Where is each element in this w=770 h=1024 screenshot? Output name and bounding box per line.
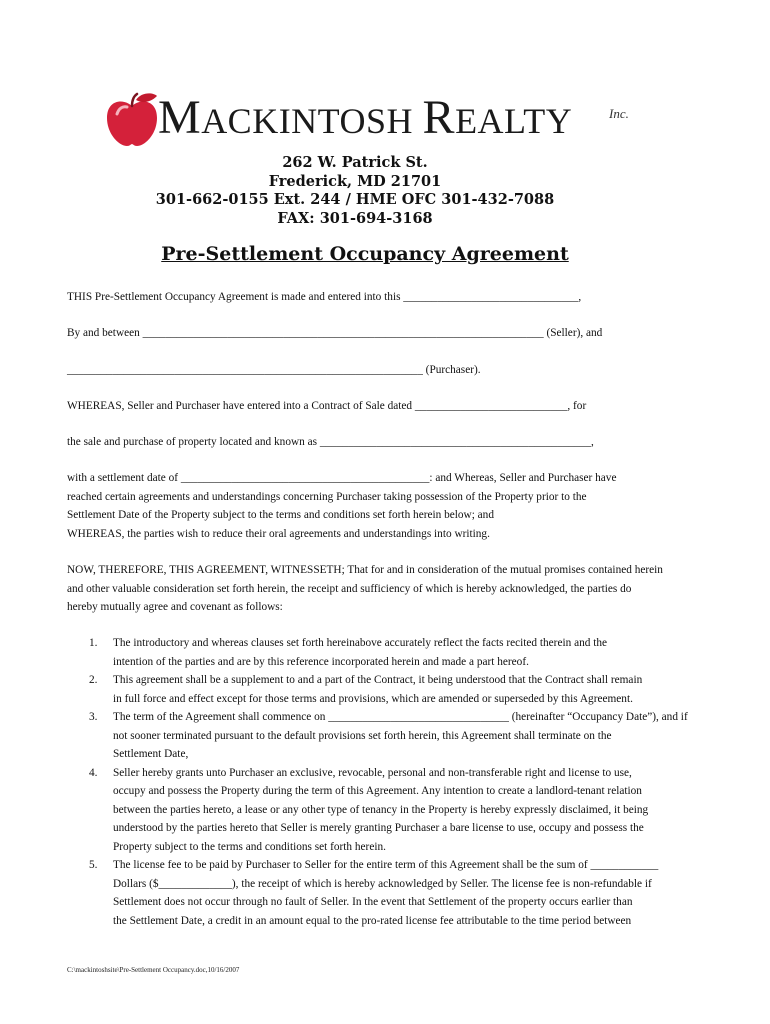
clause-2 bbox=[67, 671, 717, 708]
text-line: the sale and purchase of property located and known as ________________________________________________, bbox=[67, 436, 594, 448]
text-line: occupy and possess the Property during the term of this Agreement. Any intention to create a landlord-tenant relation bbox=[113, 785, 642, 797]
text-line: hereby mutually agree and covenant as follows: bbox=[67, 601, 283, 613]
clause-number: 3. bbox=[89, 711, 98, 723]
brand-word-ackintosh: ACKINTOSH bbox=[201, 101, 423, 141]
address-city: Frederick, MD 21701 bbox=[268, 172, 442, 190]
text-line: NOW, THEREFORE, THIS AGREEMENT, WITNESSETH; That for and in consideration of the mutual promises contained herein bbox=[67, 564, 663, 576]
paragraph-contract-date bbox=[67, 397, 717, 416]
clause-5 bbox=[67, 856, 717, 930]
text-line: The introductory and whereas clauses set forth hereinabove accurately reflect the facts recited therein and the bbox=[113, 637, 608, 649]
clause-number: 4. bbox=[89, 766, 98, 779]
text-line: WHEREAS, the parties wish to reduce their oral agreements and understandings into writing. bbox=[67, 527, 490, 540]
brand-initial-m: M bbox=[158, 91, 202, 144]
text-line: Property subject to the terms and conditions set forth herein. bbox=[113, 840, 386, 853]
text-line: Settlement Date of the Property subject to the terms and conditions set forth herein below; and bbox=[67, 509, 494, 521]
text-line: Seller hereby grants unto Purchaser an exclusive, revocable, personal and non-transferable right and license to use, bbox=[113, 766, 632, 779]
brand-name bbox=[158, 91, 573, 144]
clause-1 bbox=[67, 634, 717, 671]
clause-3 bbox=[67, 708, 717, 764]
text-line: Dollars ($_____________), the receipt of which is hereby acknowledged by Seller. The license fee is non-refundable if bbox=[113, 877, 652, 890]
text-line: THIS Pre-Settlement Occupancy Agreement is made and entered into this _______________________________, bbox=[67, 291, 582, 303]
paragraph-agreement-date bbox=[67, 288, 717, 307]
company-address bbox=[0, 154, 710, 228]
text-line: This agreement shall be a supplement to and a part of the Contract, it being understood that the Contract shall remain bbox=[113, 674, 643, 686]
numbered-clauses bbox=[67, 634, 717, 930]
brand-inc: Inc. bbox=[609, 106, 629, 121]
document-title: Pre-Settlement Occupancy Agreement bbox=[161, 243, 569, 265]
text-line: By and between _______________________________________________________________________ (Seller), and bbox=[67, 327, 603, 339]
address-phone: 301-662-0155 Ext. 244 / HME OFC 301-432-7088 bbox=[155, 191, 555, 208]
clause-number: 5. bbox=[89, 859, 98, 871]
text-line: Settlement does not occur through no fault of Seller. In the event that Settlement of the property occurs earlier than bbox=[113, 896, 633, 908]
text-line: the Settlement Date, a credit in an amount equal to the pro-rated license fee attributable to the time period between bbox=[113, 914, 632, 927]
clause-number: 1. bbox=[89, 637, 98, 649]
paragraph-seller bbox=[67, 324, 717, 343]
address-fax: FAX: 301-694-3168 bbox=[277, 209, 433, 227]
text-line: intention of the parties and are by this reference incorporated herein and made a part hereof. bbox=[113, 655, 529, 668]
text-line: The term of the Agreement shall commence on ________________________________ (hereinafter “Occupancy Date”), and if bbox=[113, 711, 688, 723]
apple-logo-icon bbox=[103, 92, 161, 148]
text-line: reached certain agreements and understandings concerning Purchaser taking possession of the Property prior to the bbox=[67, 490, 587, 503]
text-line: The license fee to be paid by Purchaser to Seller for the entire term of this Agreement shall be the sum of ____________ bbox=[113, 859, 659, 871]
text-line: understood by the parties hereto that Seller is merely granting Purchaser a bare license to use, occupy and possess the bbox=[113, 822, 644, 834]
brand-word-ealty: EALTY bbox=[455, 101, 573, 141]
text-line: with a settlement date of ____________________________________________: and Whereas, Seller and Purchaser have bbox=[67, 472, 617, 484]
text-line: Settlement Date, bbox=[113, 748, 189, 760]
text-line: not sooner terminated pursuant to the default provisions set forth herein, this Agreement shall terminate on the bbox=[113, 729, 612, 742]
company-logo bbox=[103, 90, 663, 150]
clause-4 bbox=[67, 764, 717, 857]
text-line: between the parties hereto, a lease or any other type of tenancy in the Property is hereby expressly disclaimed, it being bbox=[113, 803, 649, 816]
paragraph-witnesseth bbox=[67, 561, 717, 617]
clause-number: 2. bbox=[89, 674, 98, 686]
address-street: 262 W. Patrick St. bbox=[282, 154, 428, 171]
text-line: in full force and effect except for those terms and provisions, which are amended or superseded by this Agreement. bbox=[113, 692, 633, 705]
paragraph-purchaser bbox=[67, 361, 717, 380]
file-path-footer: C:\mackintoshsite\Pre-Settlement Occupancy.doc,10/16/2007 bbox=[67, 966, 240, 974]
paragraph-property bbox=[67, 433, 717, 452]
text-line: WHEREAS, Seller and Purchaser have entered into a Contract of Sale dated ___________________________, for bbox=[67, 400, 587, 412]
text-line: and other valuable consideration set forth herein, the receipt and sufficiency of which is hereby acknowledged, the parties do bbox=[67, 582, 632, 595]
brand-initial-r: R bbox=[422, 91, 456, 144]
paragraph-settlement bbox=[67, 469, 717, 543]
text-line: _______________________________________________________________ (Purchaser). bbox=[67, 364, 481, 376]
